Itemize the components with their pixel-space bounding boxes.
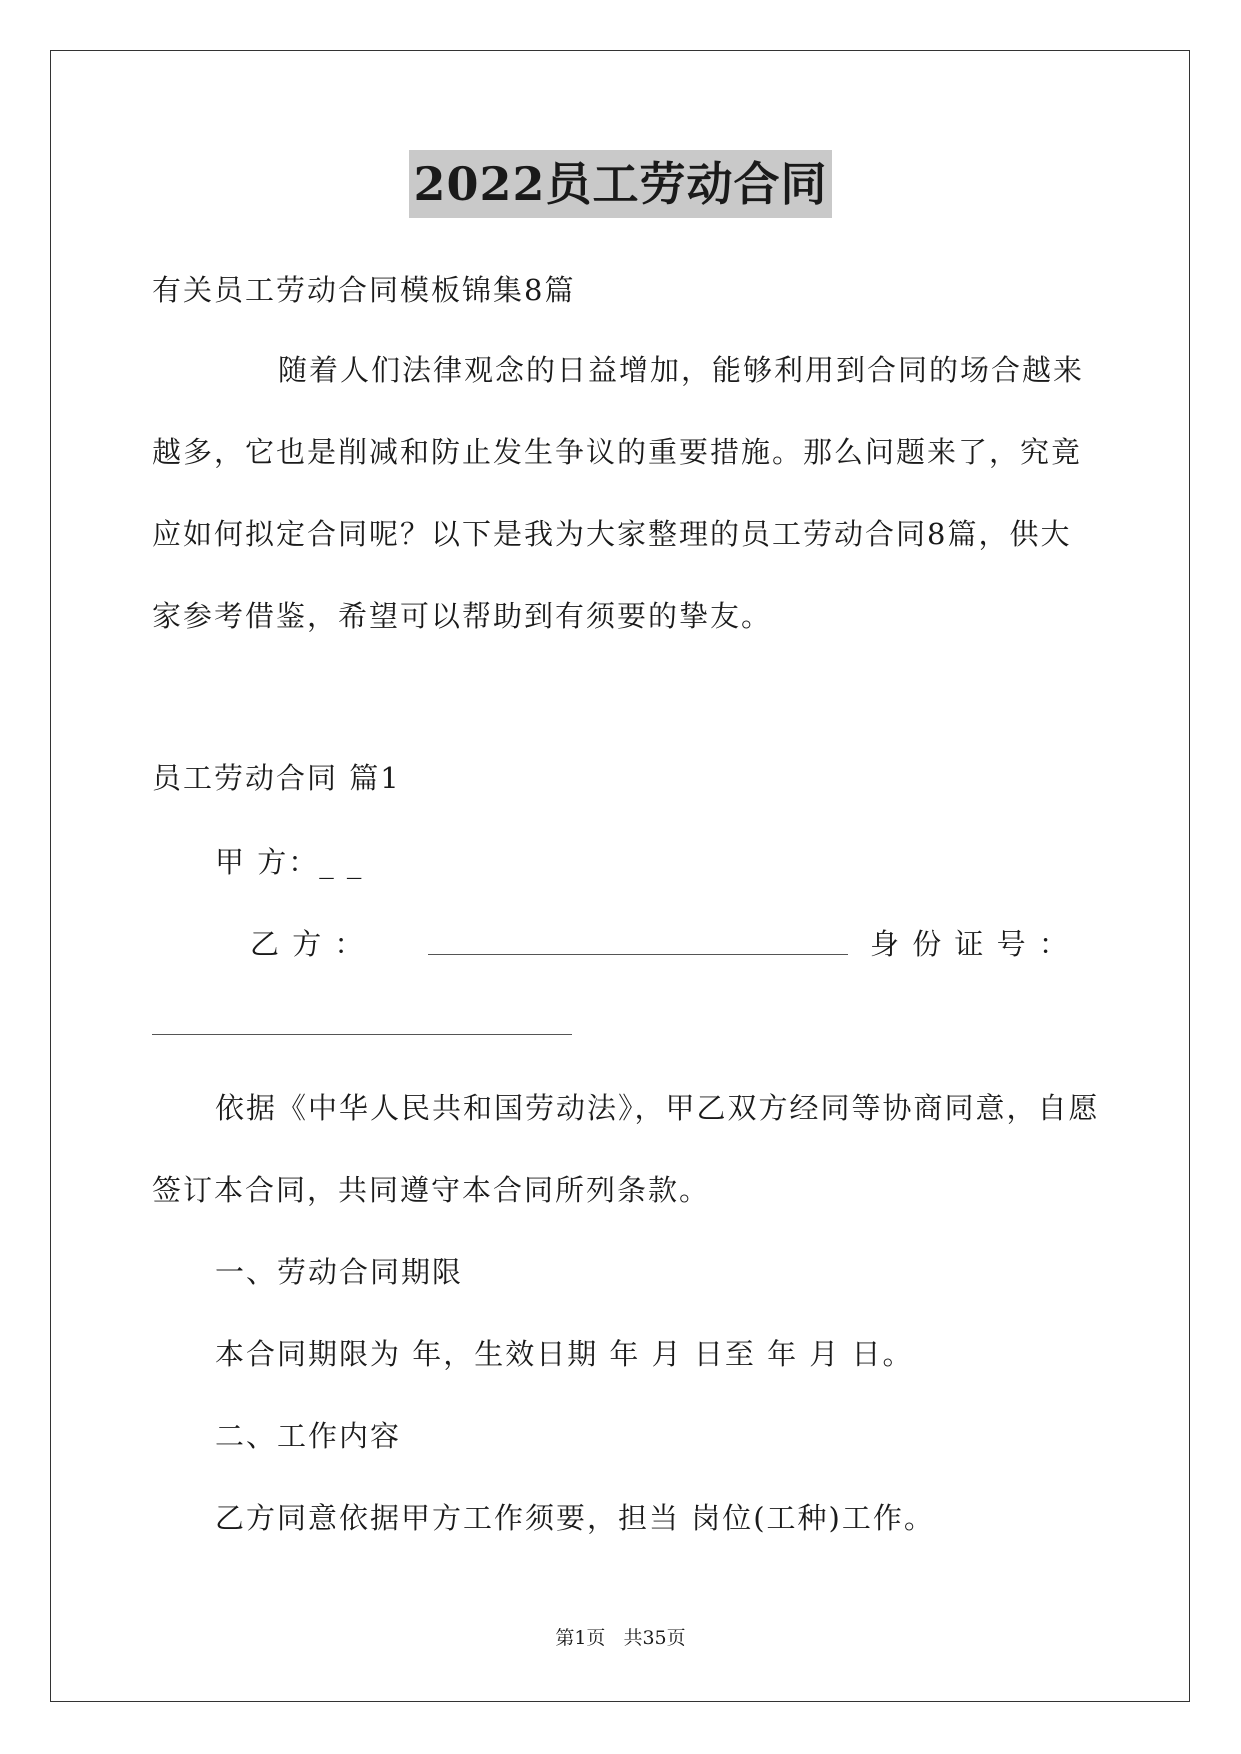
party-b-blank [428,926,848,955]
party-b-label: 乙 方 ： [250,927,366,961]
clause-2-text: 乙方同意依据甲方工作须要，担当 岗位(工种)工作。 [215,1501,935,1535]
page-total: 共35页 [623,1627,686,1649]
intro-paragraph-line-4: 家参考借鉴，希望可以帮助到有须要的挚友。 [152,599,773,633]
title-wrap [0,150,1241,218]
page-current: 第1页 [555,1627,606,1649]
id-number-blank [152,1006,572,1035]
clause-1-heading: 一、劳动合同期限 [215,1255,464,1289]
section-heading: 员工劳动合同 篇1 [152,761,401,795]
clause-1-text: 本合同期限为 年，生效日期 年 月 日至 年 月 日。 [215,1337,914,1371]
page-footer [0,1624,1241,1652]
intro-paragraph-line-1: 随着人们法律观念的日益增加，能够利用到合同的场合越来 [278,353,1085,387]
party-a-line: 甲 方：_ _ [215,845,364,879]
basis-paragraph-line-1: 依据《中华人民共和国劳动法》，甲乙双方经同等协商同意，自愿 [215,1091,1100,1125]
intro-paragraph-line-3: 应如何拟定合同呢？以下是我为大家整理的员工劳动合同8篇，供大 [152,517,1072,551]
document-subtitle: 有关员工劳动合同模板锦集8篇 [152,273,576,307]
basis-paragraph-line-2: 签订本合同，共同遵守本合同所列条款。 [152,1173,711,1207]
document-title: 2022员工劳动合同 [409,150,831,218]
clause-2-heading: 二、工作内容 [215,1419,402,1453]
intro-paragraph-line-2: 越多，它也是削减和防止发生争议的重要措施。那么问题来了，究竟 [152,435,1083,469]
id-number-label: 身 份 证 号 ： [870,927,1070,961]
